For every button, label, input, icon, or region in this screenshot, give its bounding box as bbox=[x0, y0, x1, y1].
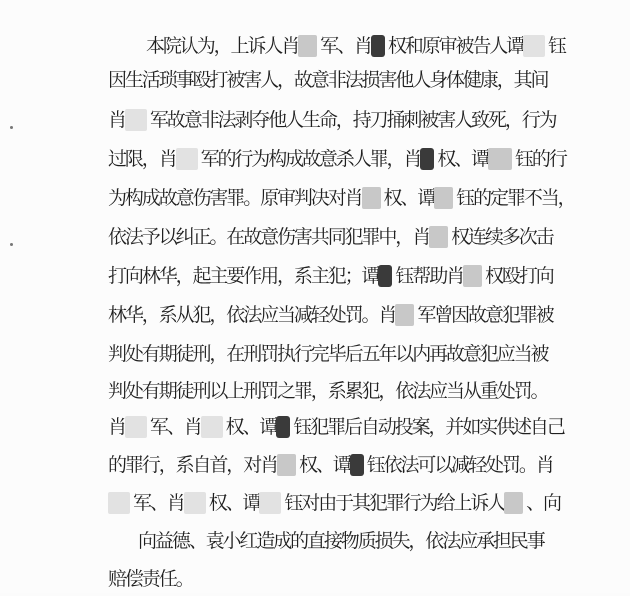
paragraph-line bbox=[0, 410, 630, 444]
text-segment: 军曾因故意犯罪被 bbox=[417, 304, 553, 326]
text-segment: 钰帮助肖 bbox=[395, 265, 464, 287]
redaction-mark bbox=[108, 492, 130, 514]
paragraph-line bbox=[0, 448, 630, 482]
redaction-mark bbox=[504, 492, 523, 514]
text-segment: 林华，系从犯，依法应当减轻处罚。肖 bbox=[108, 304, 396, 326]
text-segment: 为构成故意伤害罪。原审判决对肖 bbox=[108, 187, 362, 209]
text-segment: 军、肖 bbox=[149, 416, 201, 438]
text-segment: 的罪行，系自首，对肖 bbox=[108, 454, 278, 476]
text-segment: 钰的行 bbox=[515, 148, 566, 170]
redaction-mark bbox=[523, 35, 545, 57]
redaction-mark bbox=[378, 265, 392, 287]
text-segment: 判处有期徒刑，在刑罚执行完毕后五年以内再故意犯应当被 bbox=[108, 343, 548, 365]
text-segment: 肖 bbox=[108, 109, 125, 131]
paragraph-line bbox=[0, 63, 630, 97]
redaction-mark bbox=[371, 35, 385, 57]
text-segment: 军故意非法剥夺他人生命，持刀捅刺被害人致死，行为 bbox=[149, 109, 556, 131]
paragraph-line bbox=[0, 259, 630, 293]
redaction-mark bbox=[184, 492, 206, 514]
text-segment: 军、肖 bbox=[133, 492, 184, 514]
redaction-mark bbox=[434, 187, 453, 209]
text-segment: 军的行为构成故意杀人罪，肖 bbox=[200, 148, 421, 170]
paragraph-line bbox=[0, 374, 630, 408]
text-segment: 军、肖 bbox=[320, 35, 371, 57]
paragraph-line bbox=[0, 29, 630, 63]
text-segment: 打向林华，起主要作用，系主犯；谭 bbox=[108, 265, 379, 287]
scan-speck bbox=[10, 126, 13, 129]
text-segment: 、向 bbox=[526, 492, 560, 514]
redaction-mark bbox=[298, 35, 317, 57]
redaction-mark bbox=[277, 454, 296, 476]
redaction-mark bbox=[420, 148, 434, 170]
redaction-mark bbox=[463, 265, 482, 287]
paragraph-line bbox=[0, 181, 630, 215]
paragraph-line bbox=[0, 524, 630, 558]
redaction-mark bbox=[125, 416, 147, 438]
paragraph-line bbox=[0, 220, 630, 254]
paragraph-line bbox=[0, 103, 630, 137]
text-segment: 权、谭 bbox=[383, 187, 435, 209]
text-segment: 因生活琐事殴打被害人，故意非法损害他人身体健康，其间 bbox=[108, 69, 548, 91]
text-segment: 钰 bbox=[548, 35, 565, 57]
text-segment: 权、谭 bbox=[437, 148, 489, 170]
paragraph-line bbox=[0, 298, 630, 332]
text-segment: 权、谭 bbox=[299, 454, 350, 476]
text-segment: 权和原审被告人谭 bbox=[387, 35, 524, 57]
redaction-mark bbox=[276, 416, 290, 438]
redaction-mark bbox=[176, 148, 198, 170]
text-segment: 权连续多次击 bbox=[451, 226, 553, 248]
redaction-mark bbox=[259, 492, 281, 514]
text-segment: 本院认为，上诉人肖 bbox=[146, 35, 299, 57]
redaction-mark bbox=[488, 148, 512, 170]
redaction-mark bbox=[125, 109, 147, 131]
text-segment: 肖 bbox=[108, 416, 125, 438]
redaction-mark bbox=[395, 304, 414, 326]
redaction-mark bbox=[350, 454, 364, 476]
paragraph-line bbox=[0, 142, 630, 176]
text-segment: 钰依法可以减轻处罚。肖 bbox=[366, 454, 553, 476]
redaction-mark bbox=[429, 226, 448, 248]
redaction-mark bbox=[201, 416, 223, 438]
text-segment: 过限，肖 bbox=[108, 148, 176, 170]
paragraph-line bbox=[0, 486, 630, 520]
text-segment: 赔偿责任。 bbox=[108, 568, 193, 590]
text-segment: 钰犯罪后自动投案，并如实供述自己 bbox=[293, 416, 564, 438]
paragraph-line bbox=[0, 337, 630, 371]
text-segment: 权、谭 bbox=[208, 492, 260, 514]
text-segment: 权、谭 bbox=[225, 416, 277, 438]
scan-speck bbox=[10, 243, 13, 246]
text-segment: 向益德、袁小红造成的直接物质损失，依法应承担民事 bbox=[138, 530, 544, 552]
text-segment: 钰的定罪不当， bbox=[456, 187, 575, 209]
paragraph-line bbox=[0, 562, 630, 596]
text-segment: 判处有期徒刑以上刑罚之罪，系累犯，依法应当从重处罚。 bbox=[108, 380, 548, 402]
redaction-mark bbox=[362, 187, 381, 209]
text-segment: 钰对由于其犯罪行为给上诉人 bbox=[284, 492, 505, 514]
text-segment: 权殴打向 bbox=[485, 265, 553, 287]
text-segment: 依法予以纠正。在故意伤害共同犯罪中，肖 bbox=[108, 226, 430, 248]
